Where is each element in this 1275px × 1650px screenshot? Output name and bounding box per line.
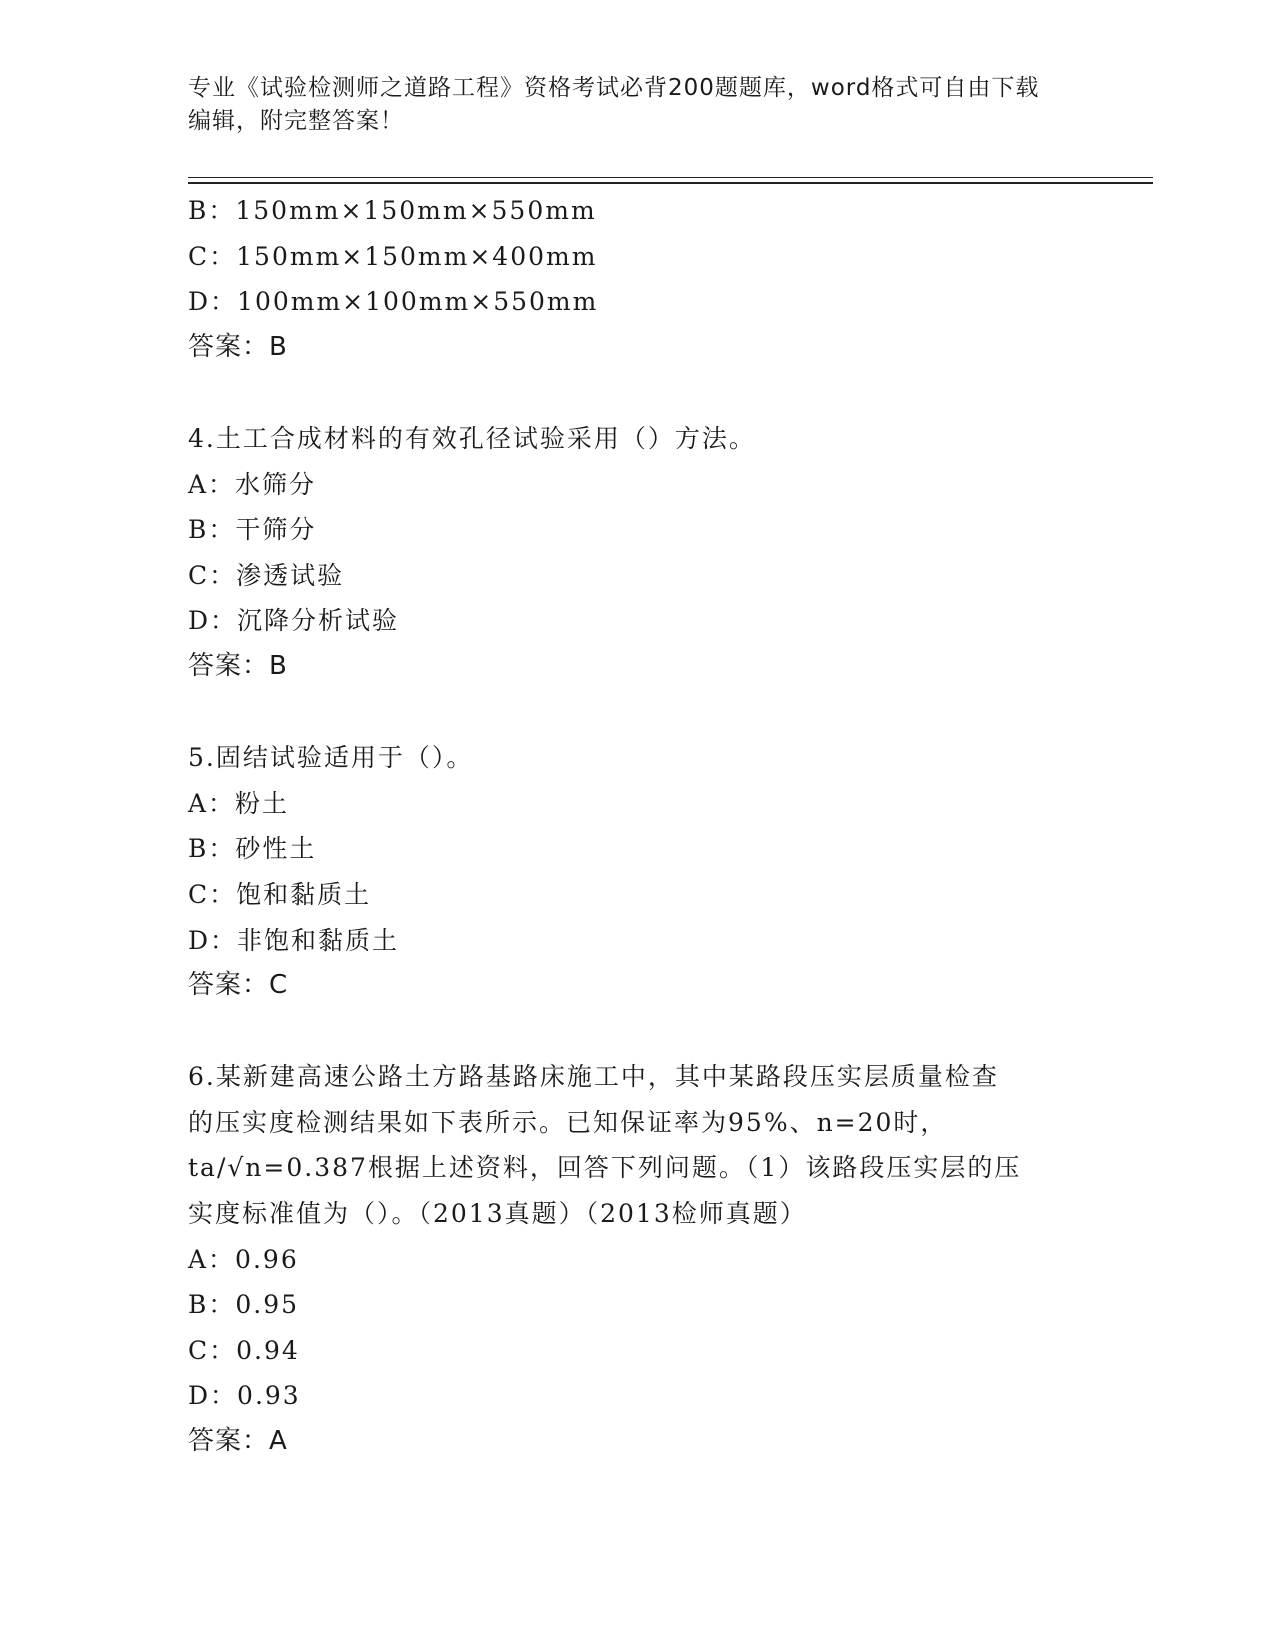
option-d: D：非饱和黏质土	[188, 925, 400, 955]
question-list	[188, 188, 1088, 1465]
option-c: C：0.94	[188, 1335, 300, 1365]
block-spacer	[188, 1009, 1088, 1055]
question-block-4	[188, 416, 1088, 690]
header-rule-top	[188, 177, 1153, 178]
option-c: C：渗透试验	[188, 560, 345, 590]
question-text-line-1: 6.某新建高速公路土方路基路床施工中，其中某路段压实层质量检查	[188, 1062, 999, 1092]
option-b: B：150mm×150mm×550mm	[188, 196, 597, 225]
header-line-1: 专业《试验检测师之道路工程》资格考试必背200题题库，word格式可自由下载	[188, 75, 1040, 101]
document-header	[188, 72, 1088, 138]
question-text: 5.固结试验适用于（）。	[188, 743, 474, 773]
question-text-line-4: 实度标准值为（）。（2013真题）（2013检师真题）	[188, 1199, 807, 1229]
option-d: D：0.93	[188, 1381, 301, 1411]
question-block-6	[188, 1054, 1088, 1464]
answer-line: 答案：A	[188, 1426, 288, 1457]
question-text-line-3: ta/√n=0.387根据上述资料，回答下列问题。（1）该路段压实层的压	[188, 1153, 1022, 1183]
option-a: A：粉土	[188, 788, 290, 818]
header-line-2: 编辑，附完整答案！	[188, 108, 404, 134]
answer-line: 答案：B	[188, 331, 288, 362]
question-block-3	[188, 188, 1088, 370]
block-spacer	[188, 370, 1088, 416]
header-rule-bottom	[188, 182, 1153, 184]
question-text: 4.土工合成材料的有效孔径试验采用（）方法。	[188, 423, 756, 453]
answer-line: 答案：C	[188, 970, 289, 1001]
option-a: A：水筛分	[188, 469, 317, 499]
question-text-line-2: 的压实度检测结果如下表所示。已知保证率为95%、n=20时，	[188, 1107, 948, 1137]
option-b: B：干筛分	[188, 515, 317, 545]
question-block-5	[188, 735, 1088, 1009]
option-d: D：100mm×100mm×550mm	[188, 287, 599, 317]
option-b: B：0.95	[188, 1290, 300, 1320]
option-d: D：沉降分析试验	[188, 606, 400, 636]
block-spacer	[188, 690, 1088, 736]
option-c: C：饱和黏质土	[188, 879, 372, 909]
option-a: A：0.96	[188, 1244, 299, 1274]
option-c: C：150mm×150mm×400mm	[188, 241, 598, 271]
answer-line: 答案：B	[188, 650, 288, 681]
option-b: B：砂性土	[188, 834, 317, 864]
